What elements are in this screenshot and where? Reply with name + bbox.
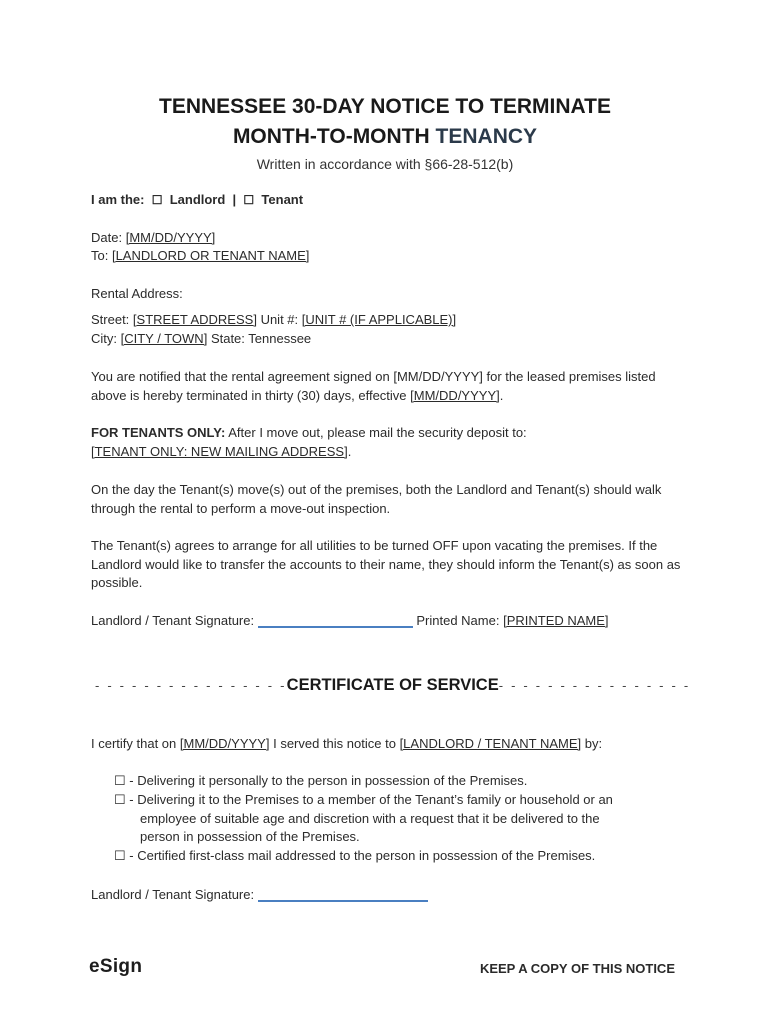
utilities-paragraph: The Tenant(s) agrees to arrange for all utilities to be turned OFF upon vacating the premises. If the Landlord would like to transfer the accounts to their name, they should inform the Tenant(s) as soon as possible. [91,538,681,591]
signature-field-2[interactable] [258,900,428,902]
service-option-premises-cont-2: person in possession of the Premises. [140,829,360,845]
esign-logo: eSign [89,956,143,977]
page-title: TENNESSEE 30-DAY NOTICE TO TERMINATE [159,95,611,118]
unit-field[interactable]: [UNIT # (IF APPLICABLE)] [301,312,457,327]
service-options-list [114,772,613,866]
notice-text: You are notified that the rental agreement signed on [MM/DD/YYYY] for the leased premises listed above is hereby terminated in thirty (30) days, effective [91,369,656,403]
page-title-line-2 [0,125,770,149]
divider-dashes-left: - - - - - - - - - - - - - - - - [95,678,287,693]
service-option-personal[interactable]: ☐ - Delivering it personally to the person in possession of the Premises. [114,773,528,788]
city-field[interactable]: [CITY / TOWN] [120,331,208,346]
certificate-title: CERTIFICATE OF SERVICE [286,676,499,694]
effective-date-field[interactable]: [MM/DD/YYYY] [410,387,500,403]
termination-notice-paragraph [91,368,681,405]
certify-text-c: by: [584,736,603,751]
service-option-mail[interactable]: ☐ - Certified first-class mail addressed to the person in possession of the Premises. [114,848,596,864]
service-date-field[interactable]: [MM/DD/YYYY] [179,736,270,751]
state-label: State: Tennessee [210,331,312,346]
tenant-checkbox[interactable]: ☐ [243,193,255,207]
signature-label-2: Landlord / Tenant Signature: [91,887,255,902]
printed-name-label: Printed Name: [416,613,500,628]
street-address-field[interactable]: [STREET ADDRESS] [132,312,257,327]
certify-text-b: I served this notice to [273,736,396,751]
title-part-tenancy: TENANCY [435,125,538,148]
to-line [91,247,309,266]
keep-copy-notice: KEEP A COPY OF THIS NOTICE [479,961,675,976]
date-line [91,229,215,248]
certify-line [91,735,602,754]
tenant-mailing-address-field[interactable]: [TENANT ONLY: NEW MAILING ADDRESS] [91,443,348,459]
rental-address-heading: Rental Address: [91,286,183,301]
street-line [91,311,456,330]
certificate-of-service-header [95,676,691,695]
move-out-paragraph: On the day the Tenant(s) move(s) out of the premises, both the Landlord and Tenant(s) should walk through the rental to perform a move-out inspection. [91,482,662,516]
role-separator: | [232,192,237,207]
signature-line-2 [91,886,428,905]
signature-field[interactable] [258,626,413,628]
city-line [91,330,311,349]
title-part-month: MONTH-TO-MONTH [232,125,430,148]
role-prefix: I am the: [91,192,145,207]
divider-dashes-right: - - - - - - - - - - - - - - - - [498,678,691,693]
signature-line-1 [91,612,609,631]
service-option-premises[interactable]: ☐ - Delivering it to the Premises to a member of the Tenant’s family or household or an [114,791,613,807]
to-label: To: [91,248,109,263]
certify-text-a: I certify that on [91,736,177,751]
tenants-only-paragraph [91,424,681,461]
role-line [91,191,303,210]
city-label: City: [91,331,117,346]
tenants-only-label: FOR TENANTS ONLY: [91,425,226,440]
tenants-only-text: After I move out, please mail the security deposit to: [228,425,527,440]
recipient-name-field[interactable]: [LANDLORD OR TENANT NAME] [111,248,310,263]
landlord-label: Landlord [169,192,226,207]
service-option-premises-cont-1: employee of suitable age and discretion with a request that it be delivered to the [140,810,600,826]
notice-period: . [499,387,504,403]
tenant-label: Tenant [261,192,304,207]
printed-name-field[interactable]: [PRINTED NAME] [503,613,609,628]
unit-label: Unit #: [260,312,299,327]
signature-label: Landlord / Tenant Signature: [91,613,255,628]
date-label: Date: [91,230,123,245]
landlord-checkbox[interactable]: ☐ [151,193,163,207]
tenants-only-period: . [347,443,352,459]
page-subtitle: Written in accordance with §66-28-512(b) [256,156,514,172]
street-label: Street: [91,312,130,327]
date-field[interactable]: [MM/DD/YYYY] [125,230,216,245]
served-party-field[interactable]: [LANDLORD / TENANT NAME] [399,736,582,751]
